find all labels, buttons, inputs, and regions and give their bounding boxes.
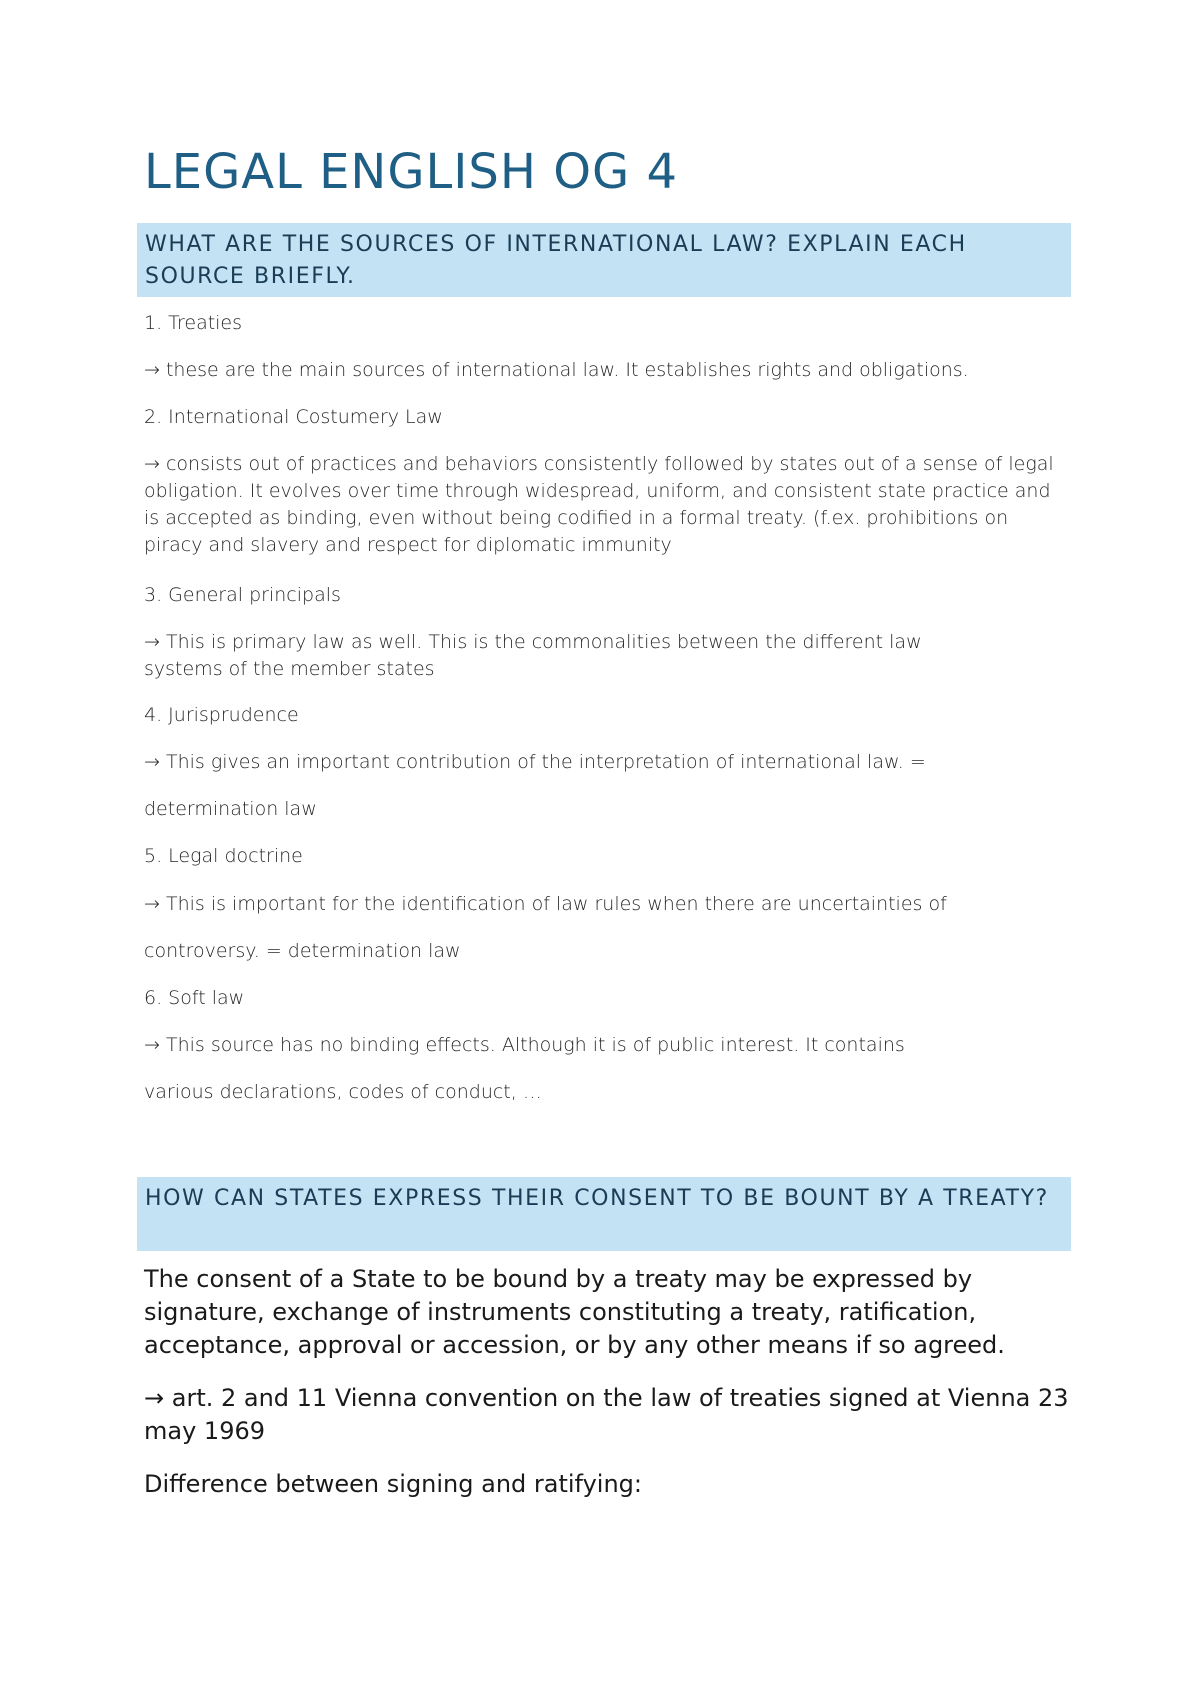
list-item-desc-soft-law-cont: various declarations, codes of conduct, …	[144, 1081, 542, 1103]
list-item-label-legal-doctrine: 5. Legal doctrine	[144, 845, 303, 867]
document-title: LEGAL ENGLISH OG 4	[144, 144, 679, 200]
section-heading-sources: WHAT ARE THE SOURCES OF INTERNATIONAL LAW? EXPLAIN EACH SOURCE BRIEFLY.	[137, 223, 1071, 297]
list-item-desc-treaties: → these are the main sources of international law. It establishes rights and obligations.	[144, 359, 969, 381]
list-item-desc-legal-doctrine-cont: controversy. = determination law	[144, 940, 461, 962]
paragraph-consent: The consent of a State to be bound by a treaty may be expressed by signature, exchange of instruments constituting a treaty, ratification, acceptance, approval or accession, or by any other means if so agreed.	[144, 1265, 1005, 1359]
list-item-label-general-principals: 3. General principals	[144, 584, 341, 606]
list-item-desc-soft-law: → This source has no binding effects. Although it is of public interest. It contains	[144, 1034, 905, 1056]
section-heading-consent: HOW CAN STATES EXPRESS THEIR CONSENT TO BE BOUNT BY A TREATY?	[137, 1177, 1071, 1251]
list-item-label-soft-law: 6. Soft law	[144, 987, 245, 1009]
list-item-label-jurisprudence: 4. Jurisprudence	[144, 704, 299, 726]
list-item-desc-general-principals: → This is primary law as well. This is the commonalities between the different law systems of the member states	[144, 631, 922, 680]
list-item-desc-customary-law: → consists out of practices and behaviors consistently followed by states out of a sense of legal obligation. It evolves over time through widespread, uniform, and consistent state practice and is accepted as binding, even without being codified in a formal treaty. (f.ex. prohibitions on piracy and slavery and respect for diplomatic immunity	[144, 453, 1054, 556]
list-item-desc-legal-doctrine: → This is important for the identification of law rules when there are uncertainties of	[144, 893, 947, 915]
list-item-label-treaties: 1. Treaties	[144, 312, 243, 334]
list-item-label-customary-law: 2. International Costumery Law	[144, 406, 443, 428]
paragraph-signing-ratifying: Difference between signing and ratifying:	[144, 1470, 642, 1498]
list-item-desc-jurisprudence-cont: determination law	[144, 798, 317, 820]
paragraph-vienna-reference: → art. 2 and 11 Vienna convention on the law of treaties signed at Vienna 23 may 1969	[144, 1384, 1069, 1445]
list-item-desc-jurisprudence: → This gives an important contribution of the interpretation of international law. =	[144, 751, 926, 773]
